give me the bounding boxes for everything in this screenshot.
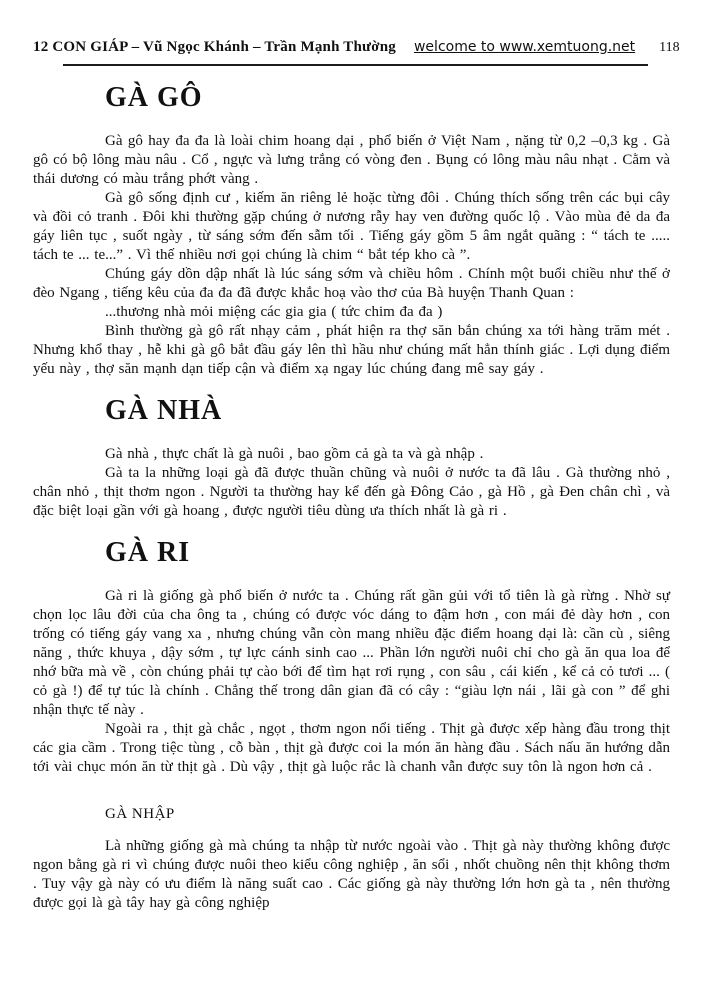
paragraph-ga-go-2: Gà gô sống định cư , kiếm ăn riêng lẻ hoặc từng đôi . Chúng thích sống trên các bụi cây và đồi cỏ tranh . Đôi khi thường gặp chúng ở nương rẫy hay ven đường quốc lộ . Vào mùa đẻ da đa gáy liên tục , suốt ngày , từ sáng sớm đến sẫm tối . Tiếng gáy gồm 5 âm ngắt quãng : “ tách te ..... tách te ... te...” . Vì thế nhiều nơi gọi chúng là chim “ bắt tép kho cà ”. (33, 190, 670, 263)
paragraph-ga-go-3: Chúng gáy dồn dập nhất là lúc sáng sớm và chiều hôm . Chính một buổi chiều như thế ở đèo Ngang , tiếng kêu của đa đa đã được khắc hoạ vào thơ của Bà huyện Thanh Quan : (33, 266, 670, 301)
page-number: 118 (659, 40, 680, 55)
site-link[interactable]: welcome to www.xemtuong.net (413, 39, 636, 55)
paragraph-ga-nha-1: Gà nhà , thực chất là gà nuôi , bao gồm cả gà ta và gà nhập . (105, 446, 484, 462)
header-rule (63, 64, 648, 66)
section-ga-nhap (33, 805, 670, 913)
paragraph-ga-go-4: Bình thường gà gô rất nhạy cảm , phát hiện ra thợ săn bắn chúng xa tới hàng trăm mét . Nhưng khổ thay , hễ khi gà gô bắt đầu gáy lên thì hầu như chúng mất hẳn thính giác . Lợi dụng điểm yếu này , thợ săn mạnh dạn tiếp cận và điểm xạ ngay lúc chúng đang mê say gáy . (33, 323, 670, 377)
poem-line: ...thương nhà mỏi miệng các gia gia ( tức chim đa đa ) (105, 304, 443, 320)
subsection-heading-ga-nhap: GÀ NHẬP (105, 806, 175, 822)
paragraph-ga-ri-2: Ngoài ra , thịt gà chắc , ngọt , thơm ngon nổi tiếng . Thịt gà được xếp hàng đầu trong thịt các gia cầm . Trong tiệc tùng , cỗ bàn , thịt gà được coi la món ăn hàng đầu . Sách nấu ăn hướng dẫn tới vài chục món ăn từ thịt gà . Dù vậy , thịt gà luộc rắc là chanh vẫn được suy tôn là ngon hơn cả . (33, 721, 670, 775)
paragraph-ga-nhap-1: Là những giống gà mà chúng ta nhập từ nước ngoài vào . Thịt gà này thường không được ngon bằng gà ri vì chúng được nuôi theo kiểu công nghiệp , ăn sổi , nhốt chuồng nên thịt không thơm . Tuy vậy gà này có ưu điểm là năng suất cao . Các giống gà này thường lớn hơn gà ta , nên thường được gọi là gà tây hay gà công nghiệp (33, 838, 670, 911)
paragraph-ga-go-1: Gà gô hay đa đa là loài chim hoang dại , phổ biến ở Việt Nam , nặng từ 0,2 –0,3 kg . Gà gô có bộ lông màu nâu . Cổ , ngực và lưng trắng có vòng đen . Bụng có lông màu nâu nhạt . Cằm và thái dương có màu trắng phớt vàng . (33, 133, 670, 187)
section-heading-ga-ri: GÀ RI (105, 537, 191, 568)
section-ga-go (33, 82, 670, 379)
paragraph-ga-nha-2: Gà ta la những loại gà đã được thuần chũng và nuôi ở nước ta đã lâu . Gà thường nhỏ , chân nhỏ , thịt thơm ngon . Người ta thường hay kể đến gà Đông Cảo , gà Hồ , gà Đen chân chì , và đặc biệt loại gần với gà hoang , được người tiêu dùng ưa thích nhất là gà ri . (33, 465, 670, 519)
section-heading-ga-nha: GÀ NHÀ (105, 395, 223, 426)
section-ga-ri (33, 537, 670, 777)
book-title: 12 CON GIÁP – Vũ Ngọc Khánh – Trần Mạnh Thường (33, 39, 396, 55)
section-ga-nha (33, 395, 670, 521)
paragraph-ga-ri-1: Gà ri là giống gà phổ biến ở nước ta . Chúng rất gần gủi với tổ tiên là gà rừng . Nhờ sự chọn lọc lâu đời của cha ông ta , chúng có được vóc dáng to đậm hơn , con mái đẻ dày hơn , con trống có tiếng gáy vang xa , nhưng chúng vẫn còn mang nhiều đặc điểm hoang dại là: cần cù , siêng năng , thức khuya , dậy sớm , tự lực cánh sinh cao ... Phần lớn người nuôi chỉ cho gà ăn qua loa để nhớ bữa mà về , còn chúng phải tự cào bới để tìm hạt rơi rụng , con sâu , cái kiến , kể cả cỏ tươi ... ( cỏ gà !) để tự túc là chính . Chẳng thế trong dân gian đã có cây : “giàu lợn nái , lãi gà con ” để ghi nhận thực tế này . (33, 588, 670, 718)
section-heading-ga-go: GÀ GÔ (105, 82, 203, 113)
page-header (33, 38, 680, 57)
